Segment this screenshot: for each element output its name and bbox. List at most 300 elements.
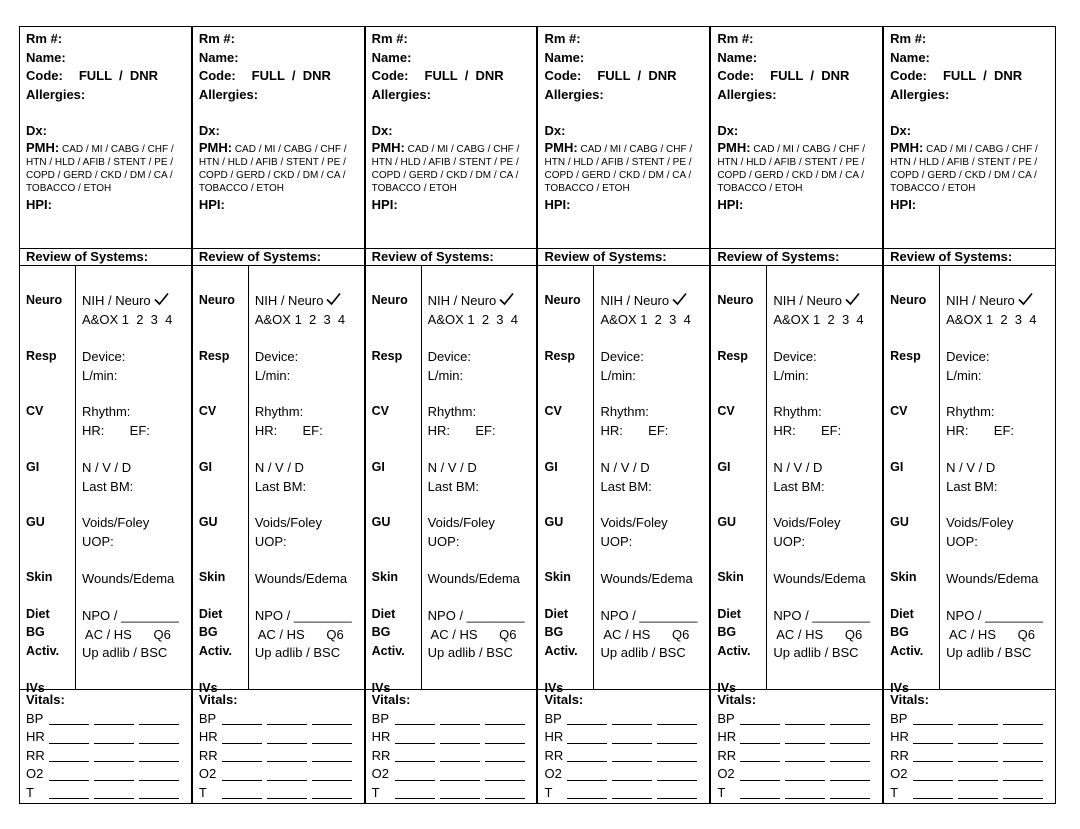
vital-blank[interactable] bbox=[740, 798, 780, 799]
resp-field[interactable]: Device: L/min: bbox=[427, 349, 472, 383]
vital-blank[interactable] bbox=[49, 743, 89, 744]
ros-title: Review of Systems: bbox=[544, 249, 667, 264]
activity-label: Activ. bbox=[890, 644, 924, 658]
vital-blank[interactable] bbox=[267, 724, 307, 725]
vital-blank[interactable] bbox=[740, 761, 780, 762]
gu-label: GU bbox=[890, 515, 909, 529]
name-field[interactable]: Name: bbox=[544, 49, 585, 65]
vital-blank[interactable] bbox=[958, 761, 998, 762]
allergies-field[interactable]: Allergies: bbox=[198, 86, 259, 102]
vital-blank[interactable] bbox=[612, 761, 652, 762]
vital-blank[interactable] bbox=[222, 743, 262, 744]
neuro-label: Neuro bbox=[544, 293, 581, 307]
code-status-field[interactable]: Code: FULL / DNR bbox=[890, 68, 1023, 83]
vital-blank[interactable] bbox=[222, 724, 262, 725]
pmh-options-line2: HTN / HLD / AFIB / STENT / PE / bbox=[890, 156, 1038, 168]
gu-field[interactable]: Voids/Foley UOP: bbox=[600, 515, 668, 549]
vital-blank[interactable] bbox=[830, 761, 870, 762]
vital-blank[interactable] bbox=[1003, 724, 1043, 725]
vital-label: T bbox=[371, 784, 380, 800]
pmh-options-line4: TOBACCO / ETOH bbox=[371, 183, 457, 195]
vital-blank[interactable] bbox=[267, 761, 307, 762]
checkmark-icon bbox=[154, 292, 169, 306]
code-status-field[interactable]: Code: FULL / DNR bbox=[198, 68, 331, 83]
name-field[interactable]: Name: bbox=[890, 49, 930, 65]
vital-label: BP bbox=[371, 710, 389, 726]
diet-bg-activity-field[interactable]: NPO / ________ AC / HS Q6 Up adlib / BSC bbox=[254, 608, 352, 660]
diet-bg-activity-field[interactable]: NPO / ________ AC / HS Q6 Up adlib / BSC bbox=[773, 608, 871, 660]
code-status-field[interactable]: Code: FULL / DNR bbox=[26, 68, 159, 83]
pmh-options-line1: CAD / MI / CABG / CHF / bbox=[407, 143, 520, 155]
divider bbox=[193, 689, 364, 690]
code-status-options[interactable]: FULL / DNR bbox=[942, 68, 1023, 83]
vital-row bbox=[717, 784, 878, 803]
vitals-section bbox=[890, 691, 1051, 802]
cv-label: CV bbox=[890, 404, 908, 418]
vital-blank[interactable] bbox=[485, 798, 525, 799]
vitals-section bbox=[199, 691, 360, 802]
vital-row bbox=[544, 765, 705, 784]
pmh-options-line1: CAD / MI / CABG / CHF / bbox=[926, 143, 1038, 155]
vital-blank[interactable] bbox=[139, 743, 179, 744]
vital-row bbox=[890, 710, 1051, 729]
divider bbox=[711, 689, 882, 690]
resp-field[interactable]: Device: L/min: bbox=[600, 349, 644, 383]
cv-field[interactable]: Rhythm: HR: EF: bbox=[946, 404, 1015, 438]
dx-field[interactable]: Dx: bbox=[26, 123, 47, 138]
ros-divider bbox=[75, 265, 76, 689]
vital-blank[interactable] bbox=[49, 780, 89, 781]
vital-blank[interactable] bbox=[139, 724, 179, 725]
skin-field[interactable]: Wounds/Edema bbox=[254, 571, 348, 586]
cv-field[interactable]: Rhythm: HR: EF: bbox=[82, 404, 150, 438]
pmh-options-line3: COPD / GERD / CKD / DM / CA / bbox=[890, 170, 1037, 182]
vital-blank[interactable] bbox=[657, 761, 697, 762]
vital-row bbox=[372, 710, 533, 729]
code-status-field[interactable]: Code: FULL / DNR bbox=[544, 68, 677, 83]
cv-label: CV bbox=[717, 404, 735, 418]
skin-label: Skin bbox=[371, 570, 399, 584]
vital-blank[interactable] bbox=[913, 724, 953, 725]
name-field[interactable]: Name: bbox=[717, 49, 758, 65]
name-field[interactable]: Name: bbox=[371, 49, 412, 65]
vital-blank[interactable] bbox=[785, 761, 825, 762]
bg-label: BG bbox=[198, 625, 218, 639]
ros-title: Review of Systems: bbox=[371, 249, 494, 264]
vital-label: RR bbox=[371, 747, 391, 763]
vital-label: BP bbox=[890, 710, 908, 726]
activity-label: Activ. bbox=[198, 644, 232, 658]
vital-blank[interactable] bbox=[913, 798, 953, 799]
vital-blank[interactable] bbox=[440, 743, 480, 744]
vital-blank[interactable] bbox=[94, 724, 134, 725]
vital-blank[interactable] bbox=[312, 761, 352, 762]
gu-field[interactable]: Voids/Foley UOP: bbox=[773, 515, 841, 549]
ros-grid bbox=[538, 265, 709, 695]
vital-blank[interactable] bbox=[222, 798, 262, 799]
neuro-field[interactable]: NIH / Neuro A&OX 1 2 3 4 bbox=[82, 293, 173, 327]
diet-bg-activity-field[interactable]: NPO / ________ AC / HS Q6 Up adlib / BSC bbox=[946, 608, 1043, 660]
cv-field[interactable]: Rhythm: HR: EF: bbox=[600, 404, 669, 438]
ros-title: Review of Systems: bbox=[890, 249, 1013, 264]
vital-blank[interactable] bbox=[1003, 798, 1043, 799]
neuro-field[interactable]: NIH / Neuro A&OX 1 2 3 4 bbox=[427, 293, 518, 327]
vital-label: T bbox=[717, 784, 726, 800]
vital-blank[interactable] bbox=[485, 724, 525, 725]
vital-blank[interactable] bbox=[830, 798, 870, 799]
code-status-options[interactable]: FULL / DNR bbox=[770, 68, 850, 83]
pmh-field[interactable]: PMH: CAD / MI / CABG / CHF / HTN / HLD / AFIB / STENT / PE / COPD / GERD / CKD / DM / CA / TOBACCO / ETOH bbox=[198, 139, 347, 195]
vital-row bbox=[199, 728, 360, 747]
vital-blank[interactable] bbox=[657, 780, 697, 781]
vital-blank[interactable] bbox=[913, 780, 953, 781]
ivs-label: IVs bbox=[544, 681, 564, 695]
neuro-field[interactable]: NIH / Neuro A&OX 1 2 3 4 bbox=[254, 293, 346, 327]
vital-blank[interactable] bbox=[222, 780, 262, 781]
vital-blank[interactable] bbox=[49, 798, 89, 799]
vital-blank[interactable] bbox=[267, 780, 307, 781]
resp-field[interactable]: Device: L/min: bbox=[82, 349, 126, 383]
pmh-field[interactable]: PMH: CAD / MI / CABG / CHF / HTN / HLD / AFIB / STENT / PE / COPD / GERD / CKD / DM / CA / TOBACCO / ETOH bbox=[717, 139, 865, 195]
divider bbox=[20, 689, 191, 690]
vital-blank[interactable] bbox=[612, 780, 652, 781]
vital-blank[interactable] bbox=[94, 780, 134, 781]
diet-label: Diet bbox=[717, 607, 741, 621]
gu-field[interactable]: Voids/Foley UOP: bbox=[254, 515, 323, 549]
vital-blank[interactable] bbox=[958, 780, 998, 781]
patient-header-section bbox=[538, 27, 709, 248]
vital-blank[interactable] bbox=[830, 724, 870, 725]
vital-blank[interactable] bbox=[958, 798, 998, 799]
vital-label: RR bbox=[890, 747, 909, 763]
gu-field[interactable]: Voids/Foley UOP: bbox=[82, 515, 150, 549]
patient-column bbox=[20, 27, 193, 803]
code-status-field[interactable]: Code: FULL / DNR bbox=[717, 68, 850, 83]
vital-label: T bbox=[26, 784, 34, 800]
name-field[interactable]: Name: bbox=[26, 49, 66, 65]
diet-label: Diet bbox=[371, 607, 396, 621]
pmh-options-line3: COPD / GERD / CKD / DM / CA / bbox=[26, 170, 173, 182]
room-field[interactable]: Rm #: bbox=[198, 31, 235, 46]
bg-label: BG bbox=[544, 625, 564, 639]
skin-label: Skin bbox=[544, 570, 571, 584]
gi-field[interactable]: N / V / D Last BM: bbox=[82, 460, 134, 494]
code-status-options[interactable]: FULL / DNR bbox=[251, 68, 331, 83]
resp-field[interactable]: Device: L/min: bbox=[946, 349, 990, 383]
vital-blank[interactable] bbox=[567, 724, 607, 725]
vital-blank[interactable] bbox=[485, 743, 525, 744]
code-status-options[interactable]: FULL / DNR bbox=[597, 68, 677, 83]
ivs-label: IVs bbox=[198, 681, 218, 695]
room-field[interactable]: Rm #: bbox=[371, 31, 408, 46]
vital-blank[interactable] bbox=[830, 743, 870, 744]
vital-label: O2 bbox=[717, 766, 735, 781]
patient-column bbox=[884, 27, 1055, 803]
ivs-label: IVs bbox=[890, 681, 909, 695]
pmh-options-line4: TOBACCO / ETOH bbox=[717, 183, 803, 195]
vital-blank[interactable] bbox=[567, 761, 607, 762]
pmh-options-line1: CAD / MI / CABG / CHF / bbox=[234, 143, 347, 155]
vital-label: BP bbox=[717, 710, 735, 726]
gi-field[interactable]: N / V / D Last BM: bbox=[600, 460, 652, 494]
gi-label: GI bbox=[890, 460, 904, 474]
vital-blank[interactable] bbox=[740, 780, 780, 781]
pmh-options-line4: TOBACCO / ETOH bbox=[544, 183, 630, 195]
ivs-label: IVs bbox=[717, 681, 737, 695]
vital-label: HR bbox=[544, 729, 564, 744]
resp-label: Resp bbox=[890, 349, 921, 363]
vital-blank[interactable] bbox=[395, 761, 435, 762]
cv-field[interactable]: Rhythm: HR: EF: bbox=[773, 404, 842, 438]
ros-divider bbox=[248, 265, 249, 689]
vital-blank[interactable] bbox=[612, 724, 652, 725]
vital-blank[interactable] bbox=[440, 761, 480, 762]
vital-blank[interactable] bbox=[49, 724, 89, 725]
neuro-label: Neuro bbox=[198, 293, 235, 307]
hpi-field[interactable]: HPI: bbox=[371, 196, 398, 212]
vital-row bbox=[372, 728, 533, 747]
vital-row bbox=[372, 765, 533, 784]
vital-blank[interactable] bbox=[612, 743, 652, 744]
pmh-options-line3: COPD / GERD / CKD / DM / CA / bbox=[544, 170, 692, 182]
vital-row bbox=[199, 765, 360, 784]
vital-blank[interactable] bbox=[267, 798, 307, 799]
hpi-field[interactable]: HPI: bbox=[890, 196, 917, 212]
skin-label: Skin bbox=[717, 570, 744, 584]
bg-label: BG bbox=[717, 625, 737, 639]
gi-field[interactable]: N / V / D Last BM: bbox=[254, 460, 307, 494]
ros-grid bbox=[193, 265, 364, 695]
cv-label: CV bbox=[198, 404, 217, 418]
vital-blank[interactable] bbox=[913, 761, 953, 762]
vital-blank[interactable] bbox=[139, 780, 179, 781]
vital-blank[interactable] bbox=[830, 780, 870, 781]
resp-field[interactable]: Device: L/min: bbox=[773, 349, 817, 383]
vital-label: T bbox=[890, 784, 899, 800]
patient-column bbox=[366, 27, 539, 803]
dx-field[interactable]: Dx: bbox=[890, 123, 912, 138]
gi-label: GI bbox=[544, 460, 558, 474]
resp-label: Resp bbox=[717, 349, 748, 363]
diet-bg-activity-field[interactable]: NPO / ________ AC / HS Q6 Up adlib / BSC bbox=[82, 608, 179, 660]
code-status-options[interactable]: FULL / DNR bbox=[424, 68, 504, 83]
vitals-title: Vitals: bbox=[26, 692, 65, 707]
diet-label: Diet bbox=[544, 607, 569, 621]
vital-row bbox=[717, 765, 878, 784]
vital-blank[interactable] bbox=[312, 798, 352, 799]
vital-label: HR bbox=[26, 729, 45, 744]
allergies-field[interactable]: Allergies: bbox=[890, 86, 950, 102]
diet-bg-activity-field[interactable]: NPO / ________ AC / HS Q6 Up adlib / BSC bbox=[600, 608, 698, 660]
vital-blank[interactable] bbox=[567, 743, 607, 744]
vital-blank[interactable] bbox=[139, 798, 179, 799]
dx-field[interactable]: Dx: bbox=[371, 123, 393, 138]
vital-blank[interactable] bbox=[958, 743, 998, 744]
patient-column bbox=[193, 27, 366, 803]
divider bbox=[366, 689, 537, 690]
pmh-options-line1: CAD / MI / CABG / CHF / bbox=[753, 143, 865, 155]
diet-bg-activity-field[interactable]: NPO / ________ AC / HS Q6 Up adlib / BSC bbox=[427, 608, 525, 660]
dx-field[interactable]: Dx: bbox=[717, 123, 739, 138]
vital-blank[interactable] bbox=[395, 798, 435, 799]
vital-row bbox=[26, 784, 187, 803]
vital-row bbox=[890, 784, 1051, 803]
vital-blank[interactable] bbox=[657, 724, 697, 725]
vital-blank[interactable] bbox=[312, 743, 352, 744]
vital-blank[interactable] bbox=[657, 743, 697, 744]
vital-blank[interactable] bbox=[49, 761, 89, 762]
patient-column bbox=[538, 27, 711, 803]
vital-label: O2 bbox=[371, 766, 389, 781]
vital-label: HR bbox=[890, 729, 909, 744]
neuro-field[interactable]: NIH / Neuro A&OX 1 2 3 4 bbox=[773, 293, 864, 327]
vital-label: RR bbox=[544, 747, 564, 763]
neuro-label: Neuro bbox=[371, 293, 408, 307]
pmh-field[interactable]: PMH: CAD / MI / CABG / CHF / HTN / HLD / AFIB / STENT / PE / COPD / GERD / CKD / DM / CA / TOBACCO / ETOH bbox=[890, 139, 1038, 195]
vital-blank[interactable] bbox=[785, 798, 825, 799]
vital-blank[interactable] bbox=[785, 780, 825, 781]
vitals-title: Vitals: bbox=[544, 692, 584, 707]
pmh-field[interactable]: PMH: CAD / MI / CABG / CHF / HTN / HLD / AFIB / STENT / PE / COPD / GERD / CKD / DM / CA / TOBACCO / ETOH bbox=[26, 139, 174, 195]
code-status-field[interactable]: Code: FULL / DNR bbox=[371, 68, 504, 83]
checkmark-icon bbox=[845, 292, 860, 306]
gi-field[interactable]: N / V / D Last BM: bbox=[946, 460, 998, 494]
vital-blank[interactable] bbox=[740, 724, 780, 725]
activity-label: Activ. bbox=[26, 644, 60, 658]
ros-title: Review of Systems: bbox=[26, 249, 149, 264]
vital-blank[interactable] bbox=[785, 724, 825, 725]
vital-blank[interactable] bbox=[139, 761, 179, 762]
gu-label: GU bbox=[544, 515, 564, 529]
activity-label: Activ. bbox=[371, 644, 405, 658]
neuro-field[interactable]: NIH / Neuro A&OX 1 2 3 4 bbox=[946, 293, 1037, 327]
pmh-field[interactable]: PMH: CAD / MI / CABG / CHF / HTN / HLD / AFIB / STENT / PE / COPD / GERD / CKD / DM / CA / TOBACCO / ETOH bbox=[371, 139, 520, 195]
activity-label: Activ. bbox=[544, 644, 578, 658]
hpi-field[interactable]: HPI: bbox=[26, 196, 52, 212]
vital-blank[interactable] bbox=[1003, 761, 1043, 762]
gu-label: GU bbox=[371, 515, 391, 529]
skin-field[interactable]: Wounds/Edema bbox=[427, 571, 520, 586]
vital-blank[interactable] bbox=[440, 780, 480, 781]
bg-label: BG bbox=[371, 625, 391, 639]
gi-label: GI bbox=[198, 460, 213, 474]
vital-blank[interactable] bbox=[1003, 743, 1043, 744]
patient-header-section bbox=[20, 27, 191, 248]
vital-blank[interactable] bbox=[94, 798, 134, 799]
dx-field[interactable]: Dx: bbox=[544, 123, 566, 138]
hpi-field[interactable]: HPI: bbox=[717, 196, 744, 212]
gi-field[interactable]: N / V / D Last BM: bbox=[773, 460, 825, 494]
vital-label: O2 bbox=[26, 766, 44, 781]
ivs-label: IVs bbox=[371, 681, 391, 695]
vital-blank[interactable] bbox=[267, 743, 307, 744]
vital-blank[interactable] bbox=[94, 743, 134, 744]
cv-field[interactable]: Rhythm: HR: EF: bbox=[427, 404, 496, 438]
hpi-field[interactable]: HPI: bbox=[544, 196, 571, 212]
pmh-options-line4: TOBACCO / ETOH bbox=[890, 183, 976, 195]
hpi-field[interactable]: HPI: bbox=[198, 196, 225, 212]
vital-blank[interactable] bbox=[485, 761, 525, 762]
vital-blank[interactable] bbox=[222, 761, 262, 762]
resp-field[interactable]: Device: L/min: bbox=[254, 349, 299, 383]
dx-field[interactable]: Dx: bbox=[198, 123, 220, 138]
vital-blank[interactable] bbox=[657, 798, 697, 799]
divider bbox=[884, 689, 1055, 690]
diet-label: Diet bbox=[890, 607, 914, 621]
vital-blank[interactable] bbox=[440, 798, 480, 799]
vital-blank[interactable] bbox=[395, 743, 435, 744]
vital-blank[interactable] bbox=[395, 724, 435, 725]
gi-field[interactable]: N / V / D Last BM: bbox=[427, 460, 479, 494]
gi-label: GI bbox=[717, 460, 731, 474]
vital-blank[interactable] bbox=[567, 780, 607, 781]
pmh-field[interactable]: PMH: CAD / MI / CABG / CHF / HTN / HLD / AFIB / STENT / PE / COPD / GERD / CKD / DM / CA / TOBACCO / ETOH bbox=[544, 139, 693, 195]
allergies-field[interactable]: Allergies: bbox=[26, 86, 86, 102]
resp-label: Resp bbox=[544, 349, 576, 363]
neuro-field[interactable]: NIH / Neuro A&OX 1 2 3 4 bbox=[600, 293, 691, 327]
ros-grid bbox=[20, 265, 191, 695]
pmh-options-line1: CAD / MI / CABG / CHF / bbox=[62, 143, 174, 155]
vital-blank[interactable] bbox=[312, 780, 352, 781]
vital-blank[interactable] bbox=[94, 761, 134, 762]
ros-title: Review of Systems: bbox=[717, 249, 840, 264]
skin-field[interactable]: Wounds/Edema bbox=[82, 571, 175, 586]
vital-blank[interactable] bbox=[612, 798, 652, 799]
vital-blank[interactable] bbox=[312, 724, 352, 725]
vital-blank[interactable] bbox=[740, 743, 780, 744]
allergies-field[interactable]: Allergies: bbox=[371, 86, 431, 102]
code-status-options[interactable]: FULL / DNR bbox=[78, 68, 159, 83]
skin-field[interactable]: Wounds/Edema bbox=[600, 571, 693, 586]
vitals-title: Vitals: bbox=[717, 692, 757, 707]
room-field[interactable]: Rm #: bbox=[890, 31, 927, 46]
vital-blank[interactable] bbox=[395, 780, 435, 781]
vital-blank[interactable] bbox=[440, 724, 480, 725]
patient-report-sheet bbox=[19, 26, 1056, 804]
vital-blank[interactable] bbox=[913, 743, 953, 744]
vital-blank[interactable] bbox=[567, 798, 607, 799]
room-field[interactable]: Rm #: bbox=[717, 31, 754, 46]
neuro-label: Neuro bbox=[890, 293, 927, 307]
room-field[interactable]: Rm #: bbox=[544, 31, 581, 46]
pmh-options-line3: COPD / GERD / CKD / DM / CA / bbox=[198, 170, 346, 182]
bg-label: BG bbox=[890, 625, 909, 639]
name-field[interactable]: Name: bbox=[198, 49, 239, 65]
gu-field[interactable]: Voids/Foley UOP: bbox=[427, 515, 495, 549]
allergies-field[interactable]: Allergies: bbox=[544, 86, 604, 102]
skin-field[interactable]: Wounds/Edema bbox=[773, 571, 866, 586]
vitals-title: Vitals: bbox=[890, 692, 929, 707]
vital-blank[interactable] bbox=[958, 724, 998, 725]
ros-grid bbox=[711, 265, 882, 695]
gi-label: GI bbox=[26, 460, 40, 474]
vitals-title: Vitals: bbox=[198, 692, 238, 707]
skin-label: Skin bbox=[198, 570, 226, 584]
cv-field[interactable]: Rhythm: HR: EF: bbox=[254, 404, 323, 438]
vital-label: HR bbox=[371, 729, 391, 744]
room-field[interactable]: Rm #: bbox=[26, 31, 63, 46]
vital-blank[interactable] bbox=[485, 780, 525, 781]
pmh-options-line2: HTN / HLD / AFIB / STENT / PE / bbox=[198, 156, 346, 168]
skin-field[interactable]: Wounds/Edema bbox=[946, 571, 1039, 586]
vital-blank[interactable] bbox=[785, 743, 825, 744]
allergies-field[interactable]: Allergies: bbox=[717, 86, 777, 102]
cv-label: CV bbox=[26, 404, 44, 418]
vital-row bbox=[199, 710, 360, 729]
gu-field[interactable]: Voids/Foley UOP: bbox=[946, 515, 1014, 549]
vital-blank[interactable] bbox=[1003, 780, 1043, 781]
vital-row bbox=[890, 765, 1051, 784]
